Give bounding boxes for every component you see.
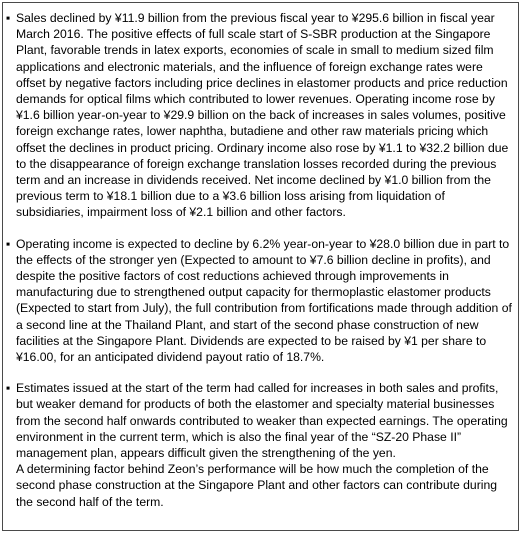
paragraph-text-continued: A determining factor behind Zeon’s performance will be how much the completion of the second phase construction at the Singapore Plant and other factors can contribute during the second half of the term. [16, 462, 498, 509]
paragraph-text: Estimates issued at the start of the term had called for increases in both sales and profits, but weaker demand for products of both the elastomer and specialty material businesses from the second half onwards contributed to weaker than expected earnings. The operating environment in the current term, which is also the final year of the “SZ-20 Phase II” management plan, appears difficult given the strengthening of the yen. [16, 381, 508, 461]
paragraph-sales-results [6, 10, 514, 221]
bullet-marker: ▪ [6, 236, 11, 251]
paragraph-outlook [6, 380, 514, 510]
bullet-marker: ▪ [6, 11, 11, 25]
commentary-text-block [6, 10, 514, 525]
bullet-marker: ▪ [6, 381, 11, 396]
paragraph-text: Operating income is expected to decline by 6.2% year-on-year to ¥28.0 billion due in part to the effects of the stronger yen (Expected to amount to ¥7.6 billion decline in profits), and despite the positive factors of cost reductions achieved through improvements in manufacturing due to strengthened output capacity for thermoplastic elastomer products (Expected to start from July), the full contribution from fortifications made through addition of a second line at the Thailand Plant, and start of the second phase construction of new facilities at the Singapore Plant. Dividends are expected to be raised by ¥1 per share to ¥16.00, for an anticipated dividend payout ratio of 18.7%. [16, 236, 512, 365]
paragraph-operating-income-forecast [6, 236, 514, 366]
paragraph-text: Sales declined by ¥11.9 billion from the previous fiscal year to ¥295.6 billion in fiscal year March 2016. The positive effects of full scale start of S-SBR production at the Singapore Plant, favorable trends in latex exports, economies of scale in small to medium sized film applications and electronic materials, and the influence of foreign exchange rates were offset by negative factors including price declines in elastomer products and price reduction demands for optical films which contributed to lower revenues. Operating income rose by ¥1.6 billion year-on-year to ¥29.9 billion on the back of increases in sales volumes, positive foreign exchange rates, lower naphtha, butadiene and other raw materials pricing which offset the declines in product pricing. Ordinary income also rose by ¥1.1 to ¥32.2 billion due to the disappearance of foreign exchange translation losses recorded during the previous term and an increase in dividends received. Net income declined by ¥1.0 billion from the previous term to ¥18.1 billion due to a ¥3.6 billion loss arising from liquidation of subsidiaries, impairment loss of ¥2.1 billion and other factors. [16, 11, 509, 220]
